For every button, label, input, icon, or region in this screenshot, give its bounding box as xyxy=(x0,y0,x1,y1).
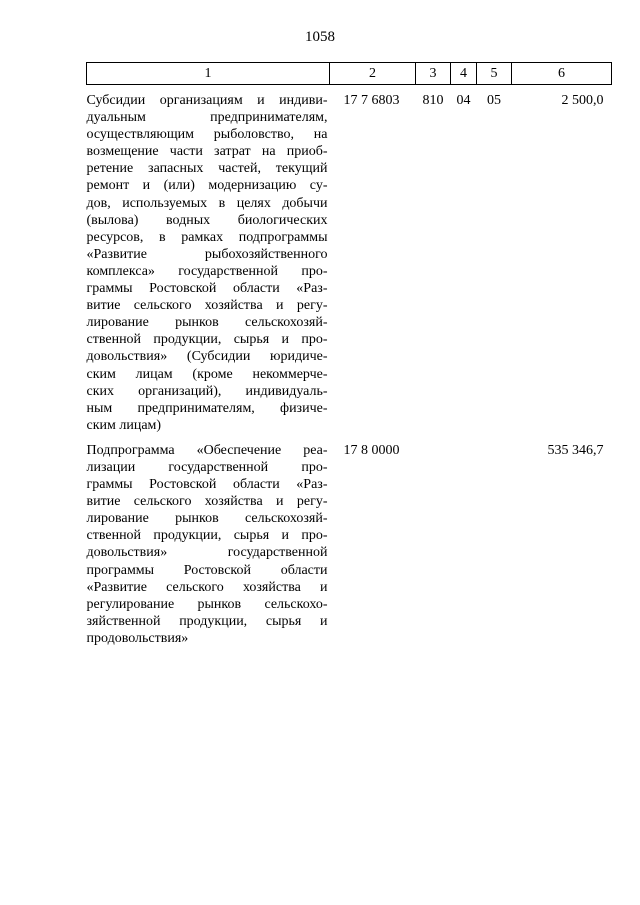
column-header: 1 xyxy=(87,63,330,85)
item-name-line: Подпрограмма «Обеспечение реа- xyxy=(86,442,328,458)
item-name-line: граммы Ростовской области «Раз- xyxy=(86,477,328,493)
item-name-line: дов, используемых в целях добычи xyxy=(86,195,328,211)
item-name-cell xyxy=(87,434,330,647)
column-header: 5 xyxy=(477,63,512,85)
section-cell: 04 xyxy=(456,93,471,108)
expense-type-cell: 810 xyxy=(422,93,444,108)
item-name-line: Субсидии организациям и индиви- xyxy=(86,93,328,108)
table-header-row xyxy=(87,63,612,85)
item-name-line: ретение запасных частей, текущий xyxy=(86,161,328,177)
amount-cell: 2 500,0 xyxy=(561,93,604,108)
item-name-line: регулирование рынков сельскохо- xyxy=(86,596,328,612)
item-name-line: ственной продукции, сырья и про- xyxy=(86,332,328,348)
item-name-line: ресурсов, в рамках подпрограммы xyxy=(86,229,328,245)
target-code-cell: 17 8 0000 xyxy=(343,442,400,458)
column-header: 2 xyxy=(330,63,416,85)
item-name-line: довольствия» государственной xyxy=(86,545,328,561)
page-number: 1058 xyxy=(305,29,335,45)
table-row xyxy=(87,85,612,434)
item-name-line: ремонт и (или) модернизацию су- xyxy=(86,178,328,194)
item-name-line: «Развитие сельского хозяйства и xyxy=(86,579,328,595)
item-name-line: (вылова) водных биологических xyxy=(86,212,328,228)
item-name-line: граммы Ростовской области «Раз- xyxy=(86,281,328,297)
subsection-cell xyxy=(477,434,512,647)
column-header: 3 xyxy=(416,63,451,85)
section-cell xyxy=(451,434,477,647)
item-name-line: витие сельского хозяйства и регу- xyxy=(86,494,328,510)
column-header: 6 xyxy=(512,63,612,85)
item-name-line: ских организаций), индивидуаль- xyxy=(86,383,328,399)
item-name-line: ным предпринимателям, физиче- xyxy=(86,400,328,416)
item-name-line: довольствия» (Субсидии юридиче- xyxy=(86,349,328,365)
item-name-line: витие сельского хозяйства и регу- xyxy=(86,298,328,314)
item-name-line: программы Ростовской области xyxy=(86,562,328,578)
budget-table xyxy=(86,62,612,647)
item-name-line: «Развитие рыбохозяйственного xyxy=(86,246,328,262)
item-name-line: ственной продукции, сырья и про- xyxy=(86,528,328,544)
amount-cell: 535 346,7 xyxy=(547,442,604,458)
subsection-cell: 05 xyxy=(487,93,501,108)
item-name-line: продовольствия» xyxy=(86,630,189,646)
item-name-line: лирование рынков сельскохозяй- xyxy=(86,315,328,331)
item-name-line: ским лицам (кроме некоммерче- xyxy=(86,366,328,382)
item-name-line: лирование рынков сельскохозяй- xyxy=(86,511,328,527)
target-code-cell: 17 7 6803 xyxy=(343,93,400,108)
column-header: 4 xyxy=(451,63,477,85)
item-name-line: комплекса» государственной про- xyxy=(86,263,328,279)
item-name-line: возмещение части затрат на приоб- xyxy=(86,144,328,160)
item-name-line: ским лицам) xyxy=(86,417,162,433)
expense-type-cell xyxy=(416,434,451,647)
table-row xyxy=(87,434,612,647)
item-name-line: лизации государственной про- xyxy=(86,459,328,475)
item-name-line: осуществляющим рыболовство, на xyxy=(86,127,328,143)
item-name-line: дуальным предпринимателям, xyxy=(86,110,328,126)
item-name-line: зяйственной продукции, сырья и xyxy=(86,613,328,629)
item-name-cell xyxy=(87,85,330,434)
